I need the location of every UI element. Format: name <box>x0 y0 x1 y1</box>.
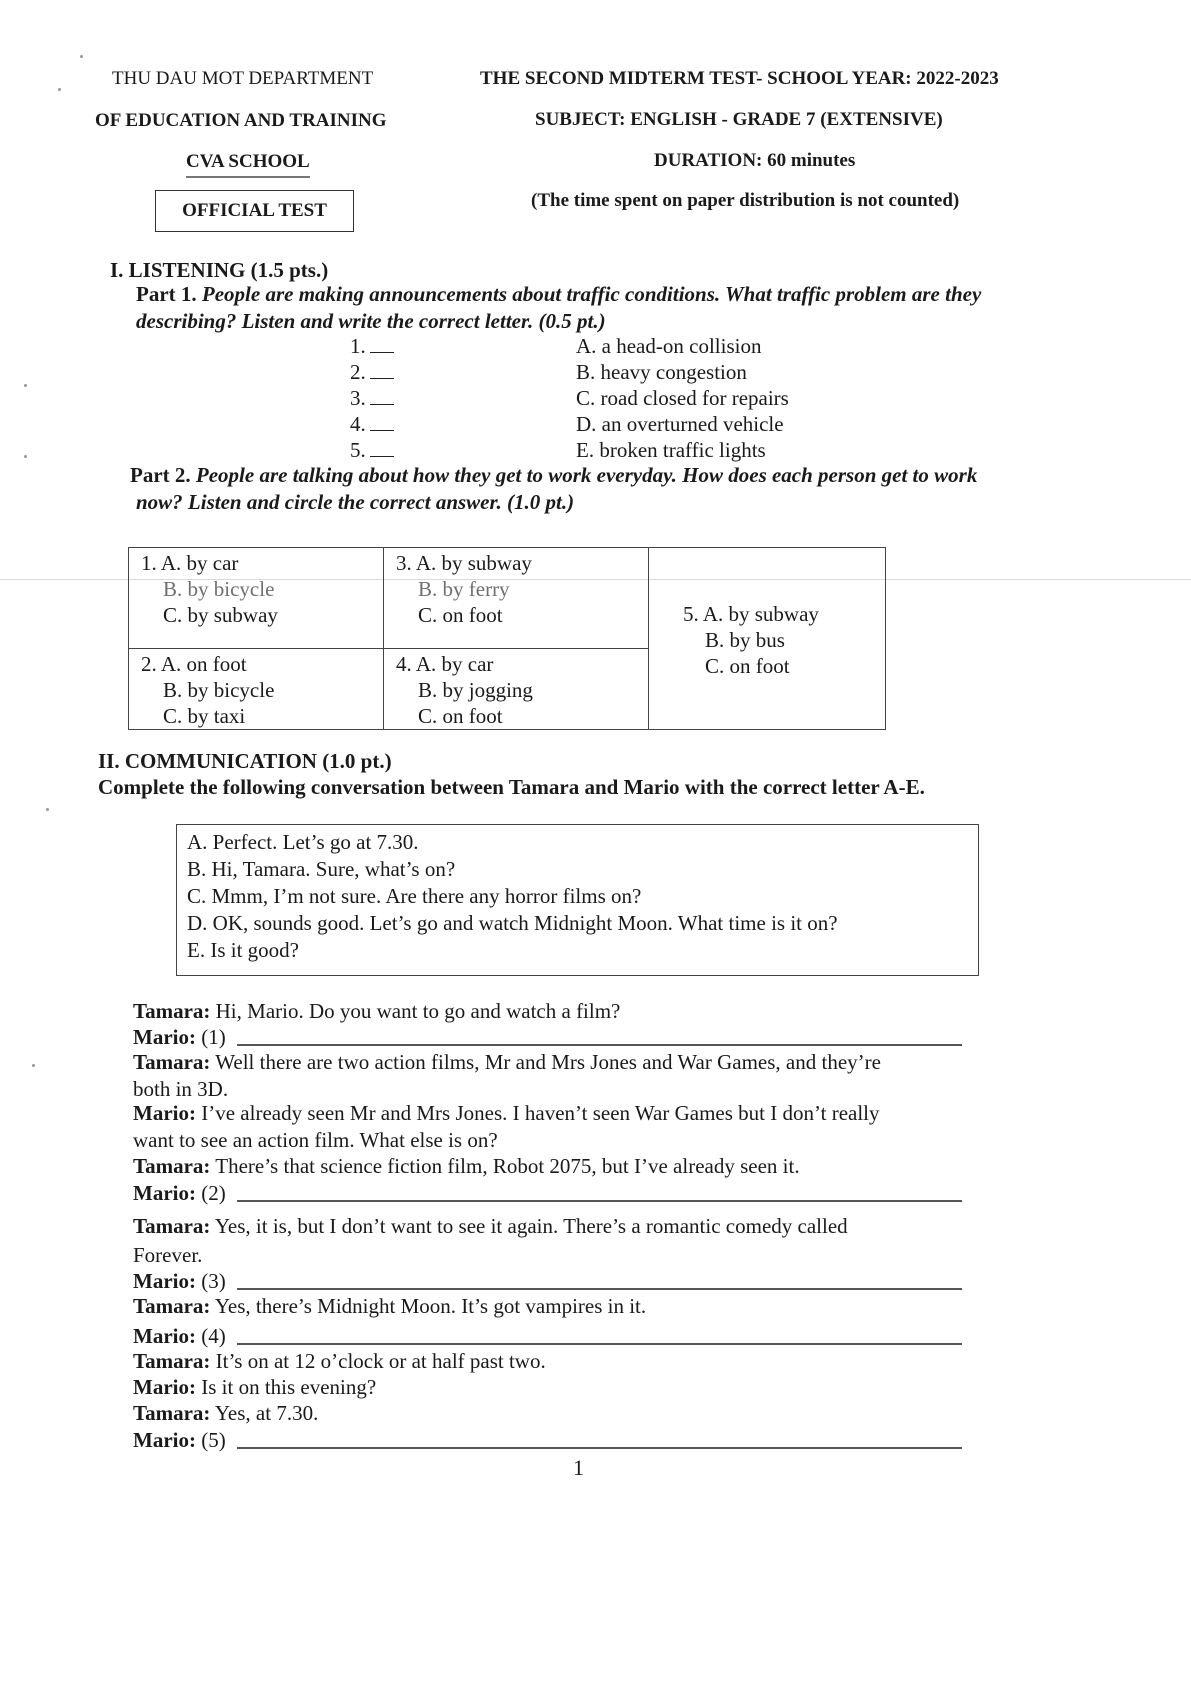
answer-line-4[interactable] <box>237 1343 962 1345</box>
part2-instruction-line1 <box>130 463 977 488</box>
q5-option-b[interactable]: B. by bus <box>705 627 785 652</box>
part2-instruction-line2: now? Listen and circle the correct answer. (1.0 pt.) <box>136 490 575 514</box>
dialogue-text: There’s that science fiction film, Robot 2075, but I’ve already seen it. <box>210 1154 800 1178</box>
q1-option-b[interactable]: B. by bicycle <box>163 577 275 601</box>
dialogue-text: (4) <box>195 1324 226 1348</box>
q4-option-b[interactable]: B. by jogging <box>418 678 533 702</box>
comm-option-c: C. Mmm, I’m not sure. Are there any horror films on? <box>187 884 642 908</box>
scan-mark <box>32 1064 35 1067</box>
answer-line-2[interactable] <box>237 1200 962 1202</box>
scan-mark <box>80 55 83 58</box>
department-line2: OF EDUCATION AND TRAINING <box>95 110 387 131</box>
comm-option-d: D. OK, sounds good. Let’s go and watch Midnight Moon. What time is it on? <box>187 911 838 935</box>
speaker-name: Tamara: <box>133 1214 211 1238</box>
question-2-cell[interactable] <box>129 649 384 730</box>
school-underline <box>186 176 310 178</box>
part2-instruction-text: People are talking about how they get to work everyday. How does each person get to work <box>195 463 978 487</box>
question-3-cell[interactable] <box>384 548 649 649</box>
dialogue-text: Hi, Mario. Do you want to go and watch a film? <box>210 999 621 1023</box>
answer-line-3[interactable] <box>237 1288 962 1290</box>
communication-options-box <box>176 824 979 976</box>
answer-blank[interactable] <box>370 334 394 353</box>
dialogue-line <box>133 1427 226 1453</box>
part1-option-d: D. an overturned vehicle <box>576 412 784 436</box>
part1-answer-2[interactable] <box>350 359 394 385</box>
part1-number: 3. <box>350 386 366 410</box>
part1-answer-4[interactable] <box>350 411 394 437</box>
part1-instruction-line1 <box>136 282 981 307</box>
q2-option-a[interactable]: 2. A. on foot <box>141 652 247 676</box>
dialogue-line <box>133 1213 848 1239</box>
dialogue-line <box>133 1242 202 1268</box>
answer-blank[interactable] <box>370 386 394 405</box>
dialogue-text: want to see an action film. What else is on? <box>133 1128 498 1152</box>
section-communication-title: II. COMMUNICATION (1.0 pt.) <box>98 749 392 773</box>
question-4-cell[interactable] <box>384 649 649 730</box>
part1-instruction-line2: describing? Listen and write the correct letter. (0.5 pt.) <box>136 309 606 333</box>
q4-option-a[interactable]: 4. A. by car <box>396 652 494 676</box>
dialogue-text: Is it on this evening? <box>195 1375 377 1399</box>
speaker-name: Tamara: <box>133 1401 211 1425</box>
dialogue-line <box>133 1100 880 1126</box>
speaker-name: Mario: <box>133 1324 196 1348</box>
dialogue-text: (3) <box>195 1269 226 1293</box>
dialogue-line <box>133 1180 226 1206</box>
speaker-name: Tamara: <box>133 1294 211 1318</box>
speaker-name: Mario: <box>133 1025 196 1049</box>
dialogue-line <box>133 1374 376 1400</box>
speaker-name: Tamara: <box>133 1349 211 1373</box>
dialogue-line <box>133 1400 318 1426</box>
q3-option-a[interactable]: 3. A. by subway <box>396 551 532 575</box>
subject-line: SUBJECT: ENGLISH - GRADE 7 (EXTENSIVE) <box>535 109 943 130</box>
part1-number: 1. <box>350 334 366 358</box>
dialogue-line <box>133 998 620 1024</box>
duration-line: DURATION: 60 minutes <box>654 150 856 171</box>
dialogue-text: Well there are two action films, Mr and Mrs Jones and War Games, and they’re <box>210 1050 881 1074</box>
dialogue-line <box>133 1024 226 1050</box>
answer-line-1[interactable] <box>237 1044 962 1046</box>
q3-option-b[interactable]: B. by ferry <box>418 577 510 601</box>
dialogue-line <box>133 1127 498 1153</box>
dialogue-line <box>133 1268 226 1294</box>
official-test-box: OFFICIAL TEST <box>155 190 354 232</box>
dialogue-line <box>133 1076 228 1102</box>
q5-option-a[interactable]: 5. A. by subway <box>683 601 819 626</box>
dialogue-text: Yes, there’s Midnight Moon. It’s got vampires in it. <box>210 1294 647 1318</box>
speaker-name: Mario: <box>133 1181 196 1205</box>
part1-option-e: E. broken traffic lights <box>576 438 766 462</box>
question-5-cell[interactable] <box>649 548 886 730</box>
q2-option-c[interactable]: C. by taxi <box>163 704 246 728</box>
q1-option-a[interactable]: 1. A. by car <box>141 551 239 575</box>
speaker-name: Mario: <box>133 1269 196 1293</box>
speaker-name: Mario: <box>133 1375 196 1399</box>
dialogue-text: both in 3D. <box>133 1077 229 1101</box>
comm-option-e: E. Is it good? <box>187 938 299 962</box>
scan-mark <box>24 384 27 387</box>
part1-number: 4. <box>350 412 366 436</box>
speaker-name: Mario: <box>133 1101 196 1125</box>
question-1-cell[interactable] <box>129 548 384 649</box>
dialogue-line <box>133 1293 646 1319</box>
page-number: 1 <box>573 1455 584 1480</box>
dialogue-text: It’s on at 12 o’clock or at half past two. <box>210 1349 546 1373</box>
part2-label: Part 2. <box>130 463 191 487</box>
dialogue-line <box>133 1049 881 1075</box>
dialogue-text: (1) <box>195 1025 226 1049</box>
speaker-name: Tamara: <box>133 1154 211 1178</box>
school-name: CVA SCHOOL <box>186 151 310 172</box>
dialogue-text: (2) <box>195 1181 226 1205</box>
comm-option-b: B. Hi, Tamara. Sure, what’s on? <box>187 857 456 881</box>
part1-answer-5[interactable] <box>350 437 394 463</box>
part1-option-a: A. a head-on collision <box>576 334 762 358</box>
department-line1: THU DAU MOT DEPARTMENT <box>112 68 374 89</box>
q4-option-c[interactable]: C. on foot <box>418 704 503 728</box>
part1-option-b: B. heavy congestion <box>576 360 747 384</box>
part1-label: Part 1. <box>136 282 197 306</box>
answer-blank[interactable] <box>370 438 394 457</box>
answer-blank[interactable] <box>370 360 394 379</box>
part1-answer-1[interactable] <box>350 333 394 359</box>
q3-option-c[interactable]: C. on foot <box>418 603 503 627</box>
dialogue-text: Yes, it is, but I don’t want to see it again. There’s a romantic comedy called <box>210 1214 848 1238</box>
q5-option-c[interactable]: C. on foot <box>705 653 790 678</box>
dialogue-line <box>133 1348 546 1374</box>
communication-instruction: Complete the following conversation between Tamara and Mario with the correct letter A-E. <box>98 775 925 799</box>
test-title: THE SECOND MIDTERM TEST- SCHOOL YEAR: 2022-2023 <box>480 68 999 89</box>
dialogue-line <box>133 1153 800 1179</box>
dialogue-text: (5) <box>195 1428 226 1452</box>
answer-blank[interactable] <box>370 412 394 431</box>
q1-option-c[interactable]: C. by subway <box>163 603 278 627</box>
part1-number: 5. <box>350 438 366 462</box>
speaker-name: Tamara: <box>133 999 211 1023</box>
answer-line-5[interactable] <box>237 1447 962 1449</box>
part1-number: 2. <box>350 360 366 384</box>
scan-mark <box>24 455 27 458</box>
speaker-name: Mario: <box>133 1428 196 1452</box>
dialogue-text: I’ve already seen Mr and Mrs Jones. I haven’t seen War Games but I don’t really <box>195 1101 880 1125</box>
scan-mark <box>46 808 49 811</box>
part2-options-table <box>128 547 886 730</box>
part1-answer-3[interactable] <box>350 385 394 411</box>
scan-mark <box>58 88 61 91</box>
speaker-name: Tamara: <box>133 1050 211 1074</box>
part1-option-c: C. road closed for repairs <box>576 386 789 410</box>
q2-option-b[interactable]: B. by bicycle <box>163 678 275 702</box>
dialogue-text: Forever. <box>133 1243 203 1267</box>
part1-instruction-text: People are making announcements about traffic conditions. What traffic problem are they <box>201 282 982 306</box>
comm-option-a: A. Perfect. Let’s go at 7.30. <box>187 830 419 854</box>
dialogue-line <box>133 1323 226 1349</box>
time-note: (The time spent on paper distribution is not counted) <box>531 190 960 211</box>
section-listening-title: I. LISTENING (1.5 pts.) <box>110 258 329 282</box>
dialogue-text: Yes, at 7.30. <box>210 1401 319 1425</box>
